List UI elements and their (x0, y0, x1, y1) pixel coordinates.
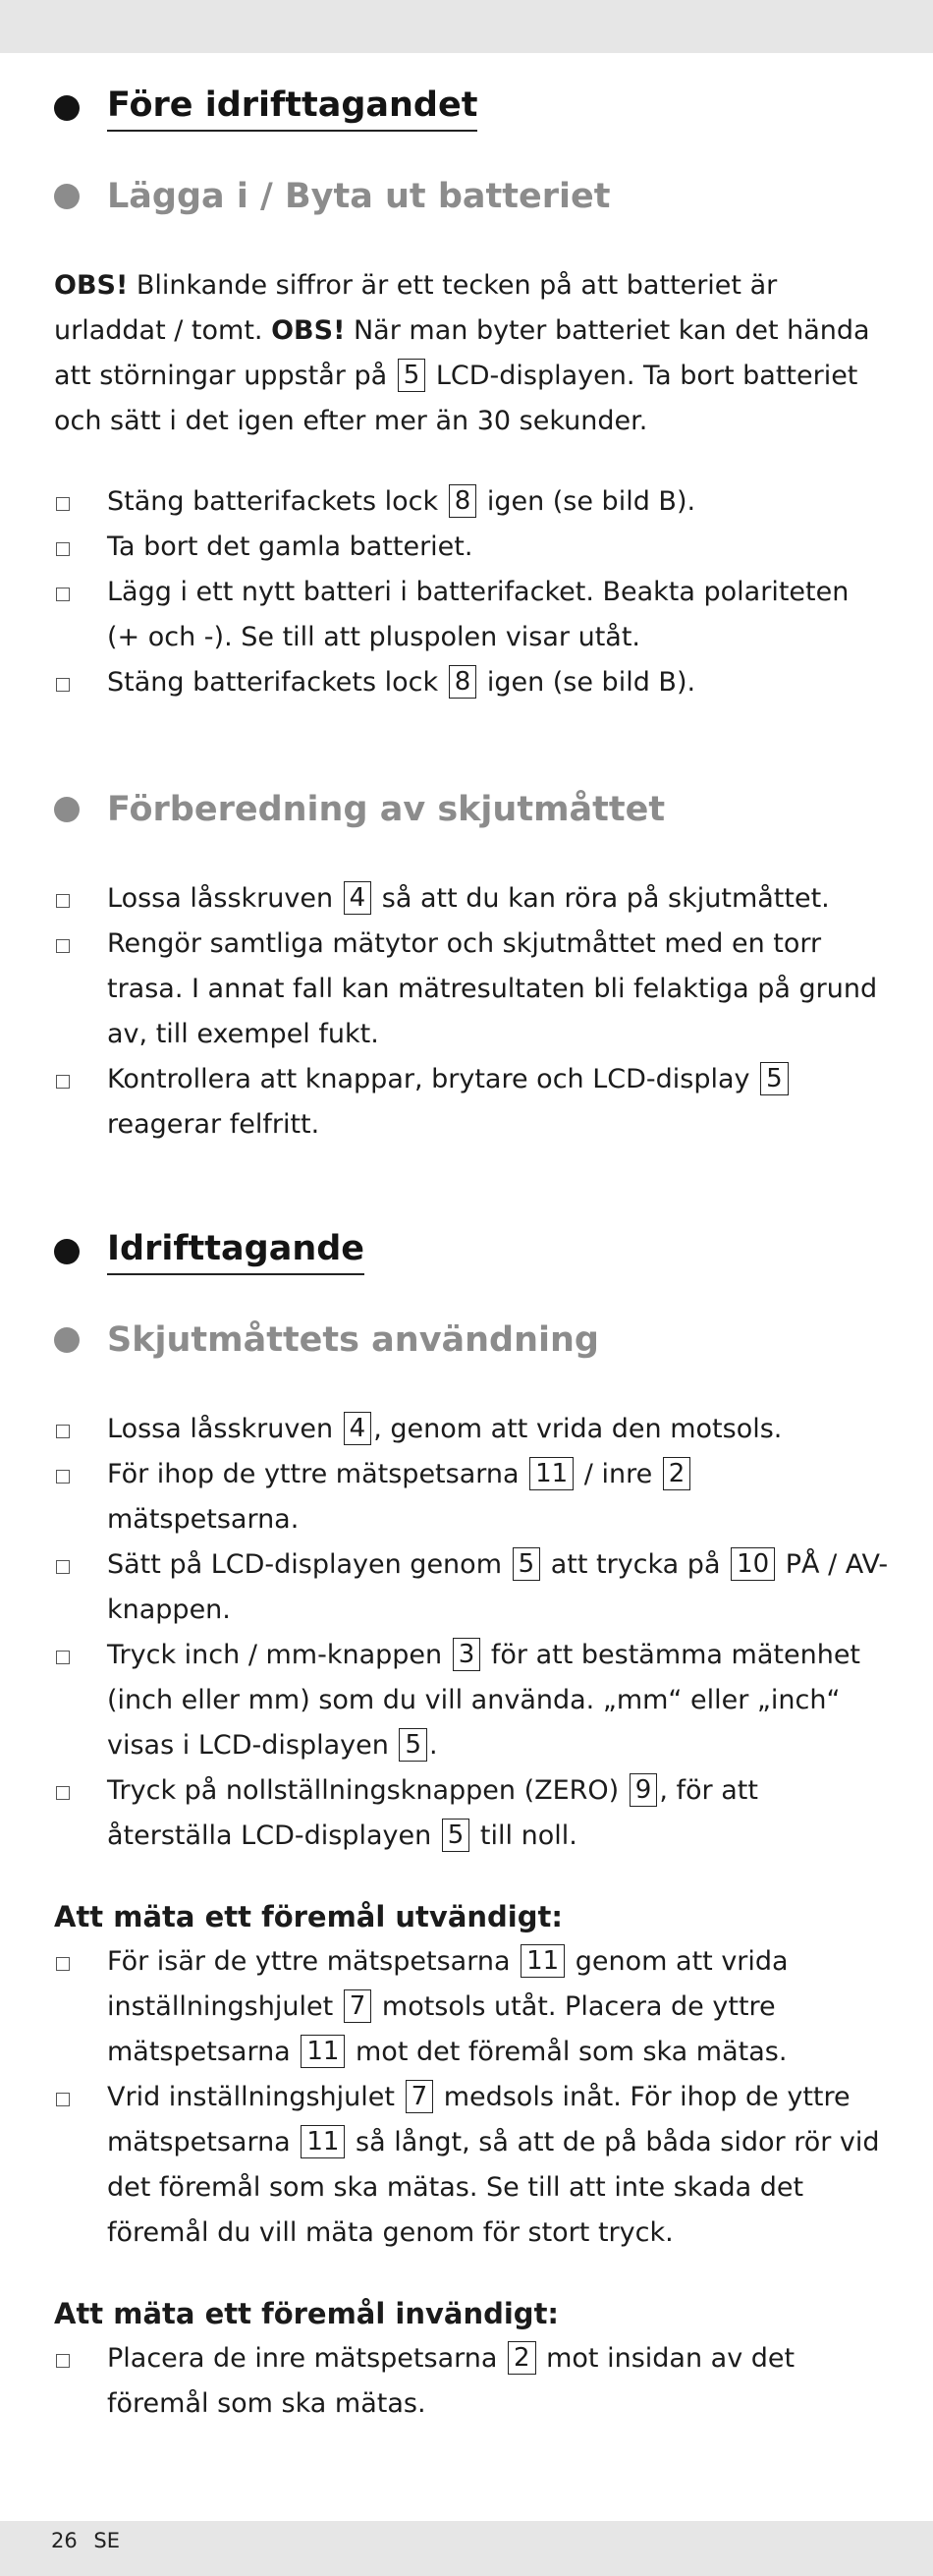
checkbox-square-icon (56, 1651, 70, 1664)
bullet-dot-icon (54, 184, 80, 209)
checkbox-square-icon (56, 2354, 70, 2368)
checkbox-square-icon (56, 1075, 70, 1089)
checkbox-square-icon (56, 1470, 70, 1484)
battery-note: OBS! Blinkande siffror är ett tecken på att batteriet är urladdat / tomt. OBS! När man byter batteriet kan det hända att störningar uppstår på 5 LCD-displayen. Ta bort batteriet och sätt i det igen efter mer än 30 sekunder. (54, 270, 870, 436)
ref-number: 5 (399, 1728, 427, 1762)
checkbox-square-icon (56, 2093, 70, 2106)
checkbox-square-icon (56, 542, 70, 556)
usage-steps (54, 1407, 889, 1859)
list-item: Kontrollera att knappar, brytare och LCD-display 5 reagerar felfritt. (54, 1057, 889, 1148)
inside-steps (54, 2336, 889, 2427)
list-item: Rengör samtliga mätytor och skjutmåttet med en torr trasa. I annat fall kan mätresultaten bli felaktiga på grund av, till exempel fukt. (54, 922, 889, 1057)
ref-number: 11 (529, 1457, 574, 1490)
battery-steps (54, 479, 889, 705)
ref-number: 8 (449, 665, 477, 699)
list-item: Lossa låsskruven 4 så att du kan röra på skjutmåttet. (54, 876, 889, 922)
prep-steps (54, 876, 889, 1148)
ref-number: 5 (442, 1819, 470, 1852)
ref-number: 4 (344, 1412, 372, 1445)
ref-number: 9 (630, 1773, 658, 1807)
footer (51, 2526, 130, 2555)
heading-measure-outside: Att mäta ett föremål utvändigt: (54, 1900, 563, 1933)
list-item: För isär de yttre mätspetsarna 11 genom att vrida inställningshjulet 7 motsols utåt. Placera de yttre mätspetsarna 11 mot det föremål som ska mätas. (54, 1939, 889, 2075)
ref-number: 11 (521, 1944, 565, 1978)
heading-measure-inside: Att mäta ett föremål invändigt: (54, 2297, 560, 2330)
ref-number: 4 (344, 881, 372, 915)
list-item: Sätt på LCD-displayen genom 5 att trycka på 10 PÅ / AV-knappen. (54, 1542, 889, 1633)
heading-battery: Lägga i / Byta ut batteriet (54, 171, 889, 222)
heading-idrifttagande: Idrifttagande (54, 1226, 889, 1277)
ref-number: 8 (449, 484, 477, 518)
page-number: 26 (51, 2529, 78, 2552)
bullet-dot-icon (54, 1239, 80, 1264)
ref-number: 5 (760, 1062, 789, 1095)
list-item: Lossa låsskruven 4 , genom att vrida den motsols. (54, 1407, 889, 1452)
list-item: För ihop de yttre mätspetsarna 11 / inre 2 mätspetsarna. (54, 1452, 889, 1542)
heading-prep: Förberedning av skjutmåttet (54, 784, 889, 835)
bullet-dot-icon (54, 797, 80, 822)
bullet-dot-icon (54, 1327, 80, 1353)
ref-number: 7 (406, 2080, 434, 2113)
checkbox-square-icon (56, 588, 70, 601)
ref-number: 7 (344, 1989, 372, 2023)
list-item: Placera de inre mätspetsarna 2 mot insidan av det föremål som ska mätas. (54, 2336, 889, 2427)
list-item: Ta bort det gamla batteriet. (54, 525, 889, 570)
heading-usage: Skjutmåttets användning (54, 1315, 889, 1366)
ref-number: 11 (301, 2035, 345, 2068)
checkbox-square-icon (56, 894, 70, 908)
ref-number: 10 (731, 1547, 775, 1581)
bottom-band (0, 2521, 933, 2576)
list-item: Vrid inställningshjulet 7 medsols inåt. För ihop de yttre mätspetsarna 11 så långt, så att de på båda sidor rör vid det föremål som ska mätas. Se till att inte skada det föremål du vill mäta genom för stort tryck. (54, 2075, 889, 2256)
bullet-dot-icon (54, 95, 80, 121)
list-item: Stäng batterifackets lock 8 igen (se bild B). (54, 660, 889, 705)
checkbox-square-icon (56, 1425, 70, 1438)
outside-steps (54, 1939, 889, 2256)
ref-number: 5 (513, 1547, 541, 1581)
top-band (0, 0, 933, 53)
ref-number: 3 (453, 1638, 481, 1671)
checkbox-square-icon (56, 1786, 70, 1800)
language-code: SE (93, 2529, 121, 2552)
checkbox-square-icon (56, 1560, 70, 1574)
heading-fore-idrifttagandet: Före idrifttagandet (54, 83, 889, 134)
list-item: Tryck inch / mm-knappen 3 för att bestämma mätenhet (inch eller mm) som du vill använda. „mm“ eller „inch“ visas i LCD-displayen 5 . (54, 1633, 889, 1768)
ref-number: 2 (508, 2341, 536, 2375)
checkbox-square-icon (56, 497, 70, 511)
ref-number: 5 (398, 359, 426, 392)
page-content (54, 83, 889, 2427)
list-item: Tryck på nollställningsknappen (ZERO) 9 , för att återställa LCD-displayen 5 till noll. (54, 1768, 889, 1859)
list-item: Lägg i ett nytt batteri i batterifacket. Beakta polariteten (+ och -). Se till att pluspolen visar utåt. (54, 570, 889, 660)
ref-number: 11 (301, 2125, 345, 2158)
list-item: Stäng batterifackets lock 8 igen (se bild B). (54, 479, 889, 525)
ref-number: 2 (663, 1457, 691, 1490)
checkbox-square-icon (56, 678, 70, 692)
checkbox-square-icon (56, 939, 70, 953)
checkbox-square-icon (56, 1957, 70, 1971)
